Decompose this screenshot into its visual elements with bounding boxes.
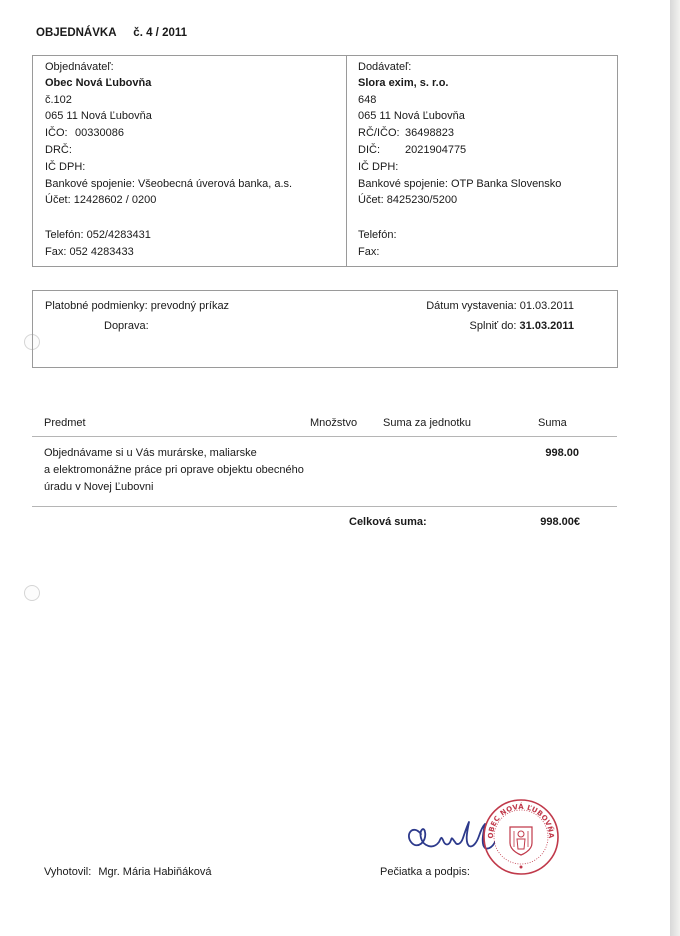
buyer-ico-value: 00330086 (75, 127, 124, 139)
buyer-city: 065 11 Nová Ľubovňa (45, 110, 152, 122)
payment-value: prevodný príkaz (150, 300, 230, 312)
due-date (470, 320, 574, 332)
buyer-name: Obec Nová Ľubovňa (45, 77, 152, 89)
buyer-ico-label: IČO: (45, 127, 68, 139)
buyer-account: Účet: 12428602 / 0200 (45, 194, 157, 206)
buyer-heading: Objednávateľ: (45, 61, 114, 73)
due-date-label: Splniť do: (469, 320, 517, 332)
supplier-fax: Fax: (358, 246, 380, 258)
punch-hole-bottom (24, 585, 40, 601)
table-header-rule (32, 436, 617, 437)
total-label: Celková suma: (349, 516, 427, 528)
col-header-unit-price: Suma za jednotku (383, 417, 472, 429)
supplier-dic-value: 2021904775 (405, 144, 467, 156)
supplier-phone: Telefón: (358, 229, 397, 241)
prepared-by (44, 866, 211, 878)
payment-label: Platobné podmienky: (45, 300, 148, 312)
due-date-value: 31.03.2011 (519, 320, 574, 332)
total-value: 998.00€ (540, 516, 580, 528)
table-bottom-rule (32, 506, 617, 507)
supplier-account: Účet: 8425230/5200 (358, 194, 458, 206)
supplier-heading: Dodávateľ: (358, 61, 412, 73)
row-description-line-1: Objednávame si u Vás murárske, maliarske (44, 447, 257, 459)
stamp-text: OBEC NOVÁ ĽUBOVŇA (486, 802, 556, 839)
buyer-icdph-label: IČ DPH: (45, 161, 86, 173)
document-number: č. 4 / 2011 (133, 27, 188, 39)
supplier-rcico-value: 36498823 (405, 127, 454, 139)
buyer-drc-label: DRČ: (45, 144, 72, 156)
issue-date-value: 01.03.2011 (519, 300, 574, 312)
buyer-fax: Fax: 052 4283433 (45, 246, 134, 258)
row-description-line-3: úradu v Novej Ľubovni (44, 481, 154, 493)
supplier-name: Slora exim, s. r.o. (358, 77, 449, 89)
supplier-icdph-label: IČ DPH: (358, 161, 399, 173)
page-edge (670, 0, 680, 936)
prepared-label: Vyhotovil: (44, 866, 92, 878)
transport-label: Doprava: (104, 320, 149, 332)
payment-terms (45, 300, 229, 312)
col-header-subject: Predmet (44, 417, 86, 429)
row-sum: 998.00 (545, 447, 579, 459)
buyer-bank: Bankové spojenie: Všeobecná úverová banka, a.s. (45, 178, 293, 190)
supplier-bank: Bankové spojenie: OTP Banka Slovensko (358, 178, 562, 190)
col-header-quantity: Množstvo (310, 417, 358, 429)
official-stamp-seal (481, 797, 561, 877)
parties-divider (346, 55, 347, 266)
stamp-signature-label: Pečiatka a podpis: (380, 866, 470, 878)
buyer-phone: Telefón: 052/4283431 (45, 229, 151, 241)
document-type: OBJEDNÁVKA (36, 27, 117, 39)
supplier-rcico-label: RČ/IČO: (358, 127, 400, 139)
issue-date (426, 300, 574, 312)
svg-text:OBEC NOVÁ ĽUBOVŇA (487, 802, 556, 839)
supplier-street: 648 (358, 94, 377, 106)
row-description-line-2: a elektromonážne práce pri oprave objektu obecného (44, 464, 304, 476)
document-title (36, 27, 187, 39)
supplier-city: 065 11 Nová Ľubovňa (358, 110, 465, 122)
prepared-value: Mgr. Mária Habiňáková (98, 866, 212, 878)
col-header-sum: Suma (538, 417, 567, 429)
supplier-dic-label: DIČ: (358, 144, 380, 156)
buyer-street: č.102 (45, 94, 72, 106)
issue-date-label: Dátum vystavenia: (426, 300, 517, 312)
